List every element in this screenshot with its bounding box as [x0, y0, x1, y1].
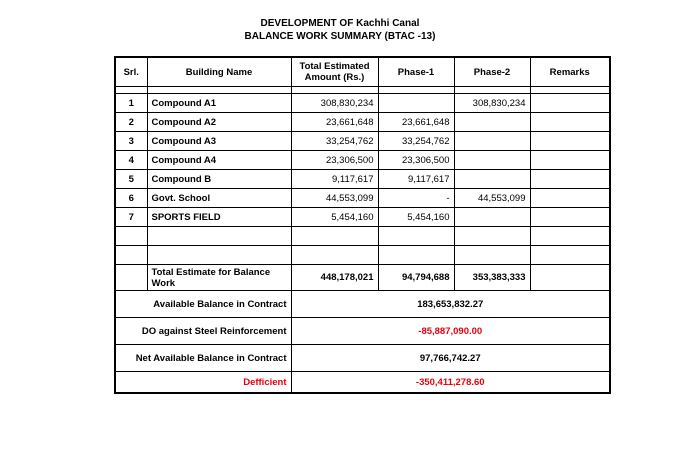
- header-building-name: Building Name: [147, 57, 291, 87]
- row-srl: 2: [115, 113, 147, 132]
- summary-row: [115, 291, 610, 318]
- summary-row: [115, 372, 610, 394]
- row-phase-2: [454, 170, 530, 189]
- row-phase-1: 33,254,762: [378, 132, 454, 151]
- summary-label: Net Available Balance in Contract: [115, 345, 291, 372]
- row-phase-1: -: [378, 189, 454, 208]
- header-phase-1: Phase-1: [378, 57, 454, 87]
- row-phase-1: 9,117,617: [378, 170, 454, 189]
- summary-value: -350,411,278.60: [291, 372, 610, 394]
- row-total: 23,306,500: [291, 151, 378, 170]
- row-remarks: [530, 170, 610, 189]
- row-total: 5,454,160: [291, 208, 378, 227]
- row-building-name: Compound A3: [147, 132, 291, 151]
- row-phase-2: [454, 132, 530, 151]
- table-row: [115, 132, 610, 151]
- row-remarks: [530, 94, 610, 113]
- table-row: [115, 151, 610, 170]
- summary-label: DO against Steel Reinforcement: [115, 318, 291, 345]
- header-phase-2: Phase-2: [454, 57, 530, 87]
- row-srl: 6: [115, 189, 147, 208]
- totals-total: 448,178,021: [291, 265, 378, 291]
- summary-value: 183,653,832.27: [291, 291, 610, 318]
- blank-row: [115, 246, 610, 265]
- row-srl: 7: [115, 208, 147, 227]
- row-total: 9,117,617: [291, 170, 378, 189]
- balance-work-table: [114, 56, 611, 394]
- row-total: 23,661,648: [291, 113, 378, 132]
- table-row: [115, 113, 610, 132]
- row-srl: 3: [115, 132, 147, 151]
- header-srl: Srl.: [115, 57, 147, 87]
- document-title: DEVELOPMENT OF Kachhi Canal: [260, 18, 420, 29]
- row-building-name: SPORTS FIELD: [147, 208, 291, 227]
- blank-row: [115, 227, 610, 246]
- row-building-name: Compound B: [147, 170, 291, 189]
- row-phase-2: 44,553,099: [454, 189, 530, 208]
- row-phase-2: [454, 113, 530, 132]
- row-phase-1: 23,661,648: [378, 113, 454, 132]
- row-srl: 4: [115, 151, 147, 170]
- row-remarks: [530, 208, 610, 227]
- row-phase-1: 23,306,500: [378, 151, 454, 170]
- summary-label: Available Balance in Contract: [115, 291, 291, 318]
- row-phase-1: 5,454,160: [378, 208, 454, 227]
- header-total-estimated: Total Estimated Amount (Rs.): [291, 57, 378, 87]
- totals-label: Total Estimate for Balance Work: [147, 265, 291, 291]
- table-header-row: [115, 57, 610, 87]
- totals-phase-2: 353,383,333: [454, 265, 530, 291]
- row-remarks: [530, 132, 610, 151]
- summary-row: [115, 345, 610, 372]
- row-total: 33,254,762: [291, 132, 378, 151]
- row-srl: 5: [115, 170, 147, 189]
- row-building-name: Compound A1: [147, 94, 291, 113]
- row-srl: 1: [115, 94, 147, 113]
- totals-phase-1: 94,794,688: [378, 265, 454, 291]
- row-remarks: [530, 189, 610, 208]
- row-phase-2: [454, 208, 530, 227]
- row-building-name: Govt. School: [147, 189, 291, 208]
- row-remarks: [530, 151, 610, 170]
- summary-value: 97,766,742.27: [291, 345, 610, 372]
- row-phase-2: [454, 151, 530, 170]
- row-remarks: [530, 113, 610, 132]
- table-row: [115, 170, 610, 189]
- row-phase-2: 308,830,234: [454, 94, 530, 113]
- table-row: [115, 94, 610, 113]
- row-total: 44,553,099: [291, 189, 378, 208]
- totals-row: [115, 265, 610, 291]
- row-total: 308,830,234: [291, 94, 378, 113]
- summary-label: Defficient: [115, 372, 291, 394]
- row-phase-1: [378, 94, 454, 113]
- row-building-name: Compound A4: [147, 151, 291, 170]
- summary-row: [115, 318, 610, 345]
- table-row: [115, 189, 610, 208]
- row-building-name: Compound A2: [147, 113, 291, 132]
- header-remarks: Remarks: [530, 57, 610, 87]
- document-subtitle: BALANCE WORK SUMMARY (BTAC -13): [244, 31, 436, 42]
- summary-value: -85,887,090.00: [291, 318, 610, 345]
- spacer-row: [115, 87, 610, 94]
- table-row: [115, 208, 610, 227]
